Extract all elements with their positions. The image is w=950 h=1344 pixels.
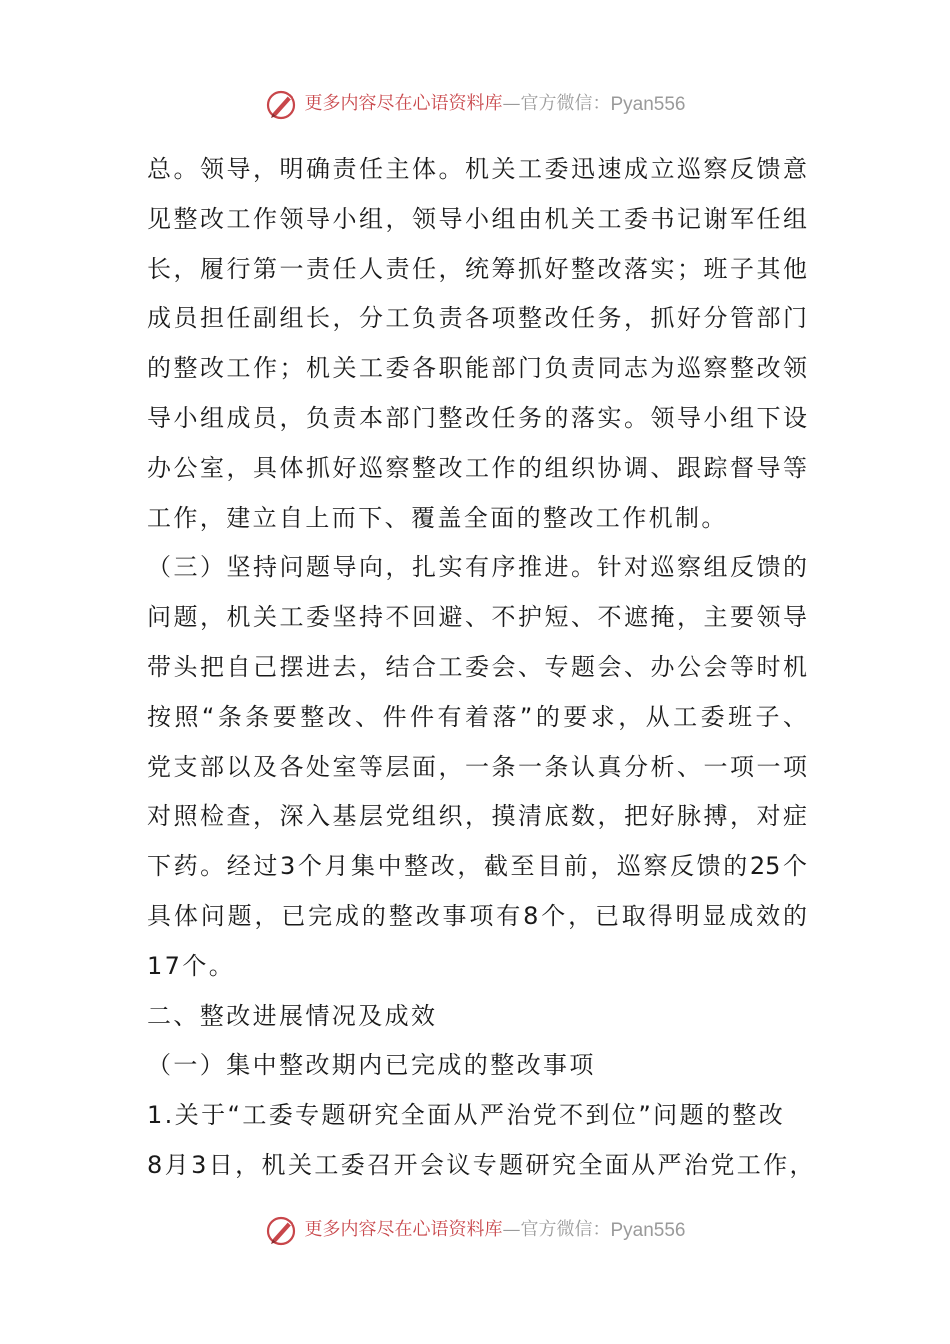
watermark-brand: 更多内容尽在心语资料库: [304, 93, 503, 114]
subsection-heading: （一）集中整改期内已完成的整改事项: [147, 1051, 596, 1080]
pen-logo-icon: [264, 86, 300, 122]
body-line: 8月3日，机关工委召开会议专题研究全面从严治党工作，: [147, 1150, 816, 1179]
body-line: 党支部以及各处室等层面，一条一条认真分析、一项一项: [147, 752, 807, 781]
watermark-wechat-id: Pyan556: [610, 1219, 686, 1241]
watermark-wechat-label: 官方微信：: [520, 93, 611, 114]
body-line: （三）坚持问题导向，扎实有序推进。针对巡察组反馈的: [147, 553, 807, 582]
section-heading: 二、整改进展情况及成效: [147, 1001, 438, 1030]
body-line: 问题，机关工委坚持不回避、不护短、不遮掩，主要领导: [147, 603, 807, 632]
item-heading: 1.关于“工委专题研究全面从严治党不到位”问题的整改: [147, 1101, 786, 1130]
body-line: 长，履行第一责任人责任，统筹抓好整改落实；班子其他: [147, 254, 807, 283]
body-line: 具体问题，已完成的整改事项有8个，已取得明显成效的: [147, 901, 807, 930]
pen-logo-icon: [264, 1212, 300, 1248]
body-line: 工作，建立自上而下、覆盖全面的整改工作机制。: [147, 503, 728, 532]
watermark-wechat-id: Pyan556: [610, 93, 686, 115]
footer-watermark: [0, 1210, 950, 1250]
body-line: 导小组成员，负责本部门整改任务的落实。领导小组下设: [147, 403, 807, 432]
watermark-separator: —: [502, 93, 521, 114]
header-watermark: [0, 84, 950, 124]
body-line: 对照检查，深入基层党组织，摸清底数，把好脉搏，对症: [147, 802, 807, 831]
watermark-brand: 更多内容尽在心语资料库: [304, 1219, 503, 1240]
watermark-wechat-label: 官方微信：: [520, 1219, 611, 1240]
body-line: 下药。经过3个月集中整改，截至目前，巡察反馈的25个: [147, 852, 807, 881]
body-line: 办公室，具体抓好巡察整改工作的组织协调、跟踪督导等: [147, 453, 807, 482]
body-line: 的整改工作；机关工委各职能部门负责同志为巡察整改领: [147, 354, 807, 383]
document-body: [147, 145, 816, 1191]
body-line: 带头把自己摆进去，结合工委会、专题会、办公会等时机: [147, 652, 807, 681]
body-line: 见整改工作领导小组，领导小组由机关工委书记谢军任组: [147, 204, 807, 233]
body-line: 成员担任副组长，分工负责各项整改任务，抓好分管部门: [147, 304, 807, 333]
body-line: 总。领导，明确责任主体。机关工委迅速成立巡察反馈意: [147, 155, 807, 183]
body-line: 按照“条条要整改、件件有着落”的要求，从工委班子、: [147, 702, 807, 731]
body-line: 17个。: [147, 951, 236, 980]
watermark-separator: —: [502, 1219, 521, 1240]
